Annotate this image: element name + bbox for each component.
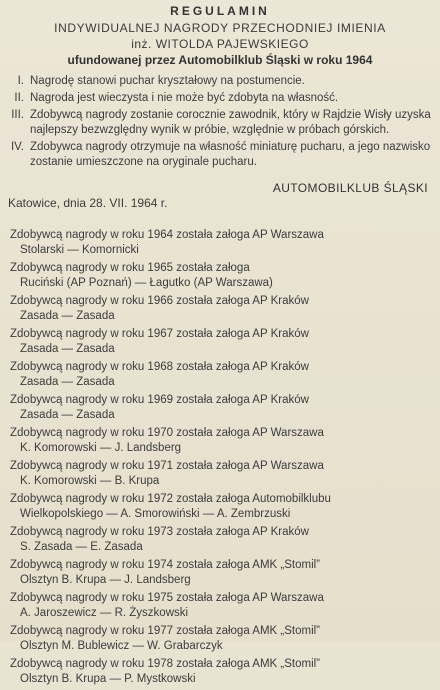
- winner-line-2: Zasada — Zasada: [20, 343, 115, 355]
- winner-line-2: S. Zasada — E. Zasada: [20, 541, 143, 553]
- winner-entry: [10, 459, 430, 489]
- winner-entry: [10, 525, 430, 555]
- winner-line-1: Zdobywcą nagrody w roku 1964 została załoga AP Warszawa: [10, 229, 324, 241]
- rule-number: III.: [11, 109, 24, 121]
- winner-line-1: Zdobywcą nagrody w roku 1965 została załoga: [10, 262, 250, 274]
- winner-entry: [10, 426, 430, 456]
- winner-line-1: Zdobywcą nagrody w roku 1974 została załoga AMK „Stomil”: [10, 559, 321, 571]
- organizer-signature: AUTOMOBILKLUB ŚLĄSKI: [272, 181, 428, 195]
- winner-entry: [10, 327, 430, 357]
- subtitle-line-2: inż. WITOLDA PAJEWSKIEGO: [131, 37, 309, 51]
- place-date: Katowice, dnia 28. VII. 1964 r.: [8, 196, 168, 210]
- winner-entry: [10, 624, 430, 654]
- winner-entry: [10, 228, 430, 258]
- rule-text: Nagrodę stanowi puchar kryształowy na postumencie.: [30, 75, 305, 87]
- rule-number: I.: [17, 75, 24, 87]
- rule-item: [8, 140, 432, 170]
- subtitle-line-1: INDYWIDUALNEJ NAGRODY PRZECHODNIEJ IMIENIA: [54, 21, 386, 35]
- rule-text: Zdobywcą nagrody zostanie corocznie zawodnik, który w Rajdzie Wisły uzyska najlepszy bezwzględny wynik w próbie, względnie w próbach górskich.: [30, 109, 431, 136]
- winner-line-2: A. Jaroszewicz — R. Żyszkowski: [20, 607, 189, 619]
- winner-line-2: Wielkopolskiego — A. Smorowiński — A. Zembrzuski: [20, 508, 291, 520]
- winner-line-1: Zdobywcą nagrody w roku 1977 została załoga AMK „Stomil”: [10, 625, 321, 637]
- winner-line-2: K. Komorowski — J. Landsberg: [20, 442, 182, 454]
- winner-line-1: Zdobywcą nagrody w roku 1972 została załoga Automobilklubu: [10, 493, 331, 505]
- winner-line-2: Olsztyn M. Bublewicz — W. Grabarczyk: [20, 640, 223, 652]
- winner-line-2: Zasada — Zasada: [20, 409, 115, 421]
- rule-text: Zdobywca nagrody otrzymuje na własność miniaturę pucharu, a jego nazwisko zostanie umieszczone na oryginale pucharu.: [30, 141, 431, 168]
- winner-line-1: Zdobywcą nagrody w roku 1971 została załoga AP Warszawa: [10, 460, 324, 472]
- winner-line-1: Zdobywcą nagrody w roku 1967 została załoga AP Kraków: [10, 328, 309, 340]
- winner-entry: [10, 591, 430, 621]
- winner-line-2: K. Komorowski — B. Krupa: [20, 475, 160, 487]
- rule-item: [8, 74, 432, 89]
- winner-line-2: Ruciński (AP Poznań) — Łagutko (AP Warszawa): [20, 277, 273, 289]
- winner-line-1: Zdobywcą nagrody w roku 1969 została załoga AP Kraków: [10, 394, 309, 406]
- winner-entry: [10, 393, 430, 423]
- rule-number: II.: [14, 92, 24, 104]
- winner-line-1: Zdobywcą nagrody w roku 1970 została załoga AP Warszawa: [10, 427, 324, 439]
- winner-line-2: Zasada — Zasada: [20, 310, 115, 322]
- winner-line-1: Zdobywcą nagrody w roku 1973 została załoga AP Kraków: [10, 526, 309, 538]
- document-title: REGULAMIN: [170, 4, 270, 18]
- winner-line-1: Zdobywcą nagrody w roku 1975 została załoga AP Warszawa: [10, 592, 324, 604]
- winner-entry: [10, 261, 430, 291]
- rule-number: IV.: [10, 141, 24, 153]
- rules-list: [8, 74, 432, 172]
- winner-line-2: Stolarski — Komornicki: [20, 244, 139, 256]
- winners-list: [10, 228, 430, 690]
- winner-line-1: Zdobywcą nagrody w roku 1978 została załoga AMK „Stomil”: [10, 658, 321, 670]
- rule-item: [8, 91, 432, 106]
- winner-entry: [10, 492, 430, 522]
- winner-entry: [10, 657, 430, 687]
- winner-line-1: Zdobywcą nagrody w roku 1968 została załoga AP Kraków: [10, 361, 309, 373]
- winner-line-1: Zdobywcą nagrody w roku 1966 została załoga AP Kraków: [10, 295, 309, 307]
- winner-line-2: Olsztyn B. Krupa — J. Landsberg: [20, 574, 191, 586]
- rule-text: Nagroda jest wieczysta i nie może być zdobyta na własność.: [30, 92, 339, 104]
- winner-entry: [10, 360, 430, 390]
- winner-line-2: Olsztyn B. Krupa — P. Mystkowski: [20, 673, 196, 685]
- rule-item: [8, 108, 432, 138]
- winner-line-2: Zasada — Zasada: [20, 376, 115, 388]
- winner-entry: [10, 558, 430, 588]
- winner-entry: [10, 294, 430, 324]
- subtitle-line-3: ufundowanej przez Automobilklub Śląski w roku 1964: [67, 53, 373, 67]
